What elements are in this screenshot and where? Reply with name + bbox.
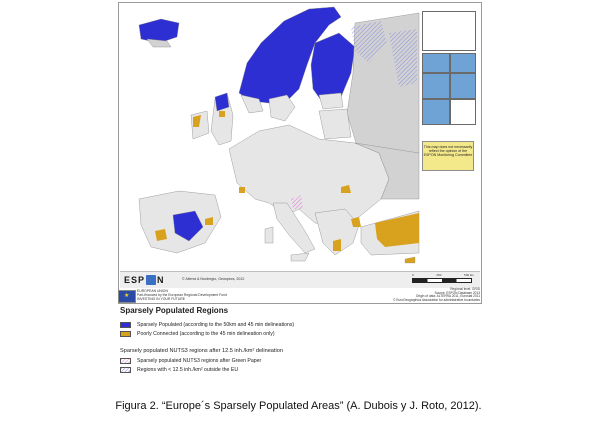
legend-swatch-pink-hatch [120,358,131,364]
scotland-poor [219,111,225,117]
legend-item-green-paper: Sparsely populated NUTS3 regions after Green Paper [120,356,480,365]
map-credit: © Alterra & Nordregio, Geospecs, 2012 [182,277,245,281]
espon-bar [120,271,480,288]
eu-funding-text: EUROPEAN UNION Part-financed by the European Regional Development Fund INVESTING IN YOUR FUTURE [137,289,227,301]
sardinia [265,227,273,243]
legend-item-outside-eu: Regions with < 12.5 inh./km² outside the EU [120,365,480,374]
espon-o-mark [146,275,156,285]
legend-title: Sparsely Populated Regions [120,306,229,315]
inset-canaries [422,53,450,73]
inset-guyane [450,73,476,99]
legend-swatch-blue-hatch [120,367,131,373]
espon-logo: ESP N [124,275,165,285]
south-finland [319,93,343,109]
legend-swatch-blue [120,322,131,328]
map-footer [118,288,482,306]
greece-poor [333,239,341,251]
spain-poor-1 [155,229,167,241]
inset-madeira [450,99,476,125]
inset-top [422,11,476,51]
scale-labels: 0 250 500 km [412,273,474,277]
legend-swatch-orange [120,331,131,337]
disclaimer-note: This map does not necessarily reflect the opinion of the ESPON Monitoring Committee [422,141,474,171]
france-poor [239,187,245,193]
legend-item-poorly-connected: Poorly Connected (according to the 45 min delineation only) [120,329,480,338]
map-legend [120,306,480,374]
inset-reunion [422,99,450,125]
figure-caption: Figura 2. “Europe´s Sparsely Populated Areas” (A. Dubois y J. Roto, 2012). [115,400,482,412]
legend-subtitle: Sparsely populated NUTS3 regions after 12.5 inh./km² delineation [120,348,283,354]
legend-item-sparsely-populated: Sparsely Populated (according to the 50km and 45 min delineations) [120,320,480,329]
eu-flag-icon [118,290,136,303]
inset-martinique [422,73,450,99]
scale-bar [412,278,472,283]
inset-guadeloupe [450,53,476,73]
map-frame [118,2,482,304]
source-text: Regional level: GRID Source: ESPON Database 2013 Origin of data: ALTERRA 2011, Eurostat 2011 © EuroGeographics Association for administrative boundaries [393,287,480,302]
